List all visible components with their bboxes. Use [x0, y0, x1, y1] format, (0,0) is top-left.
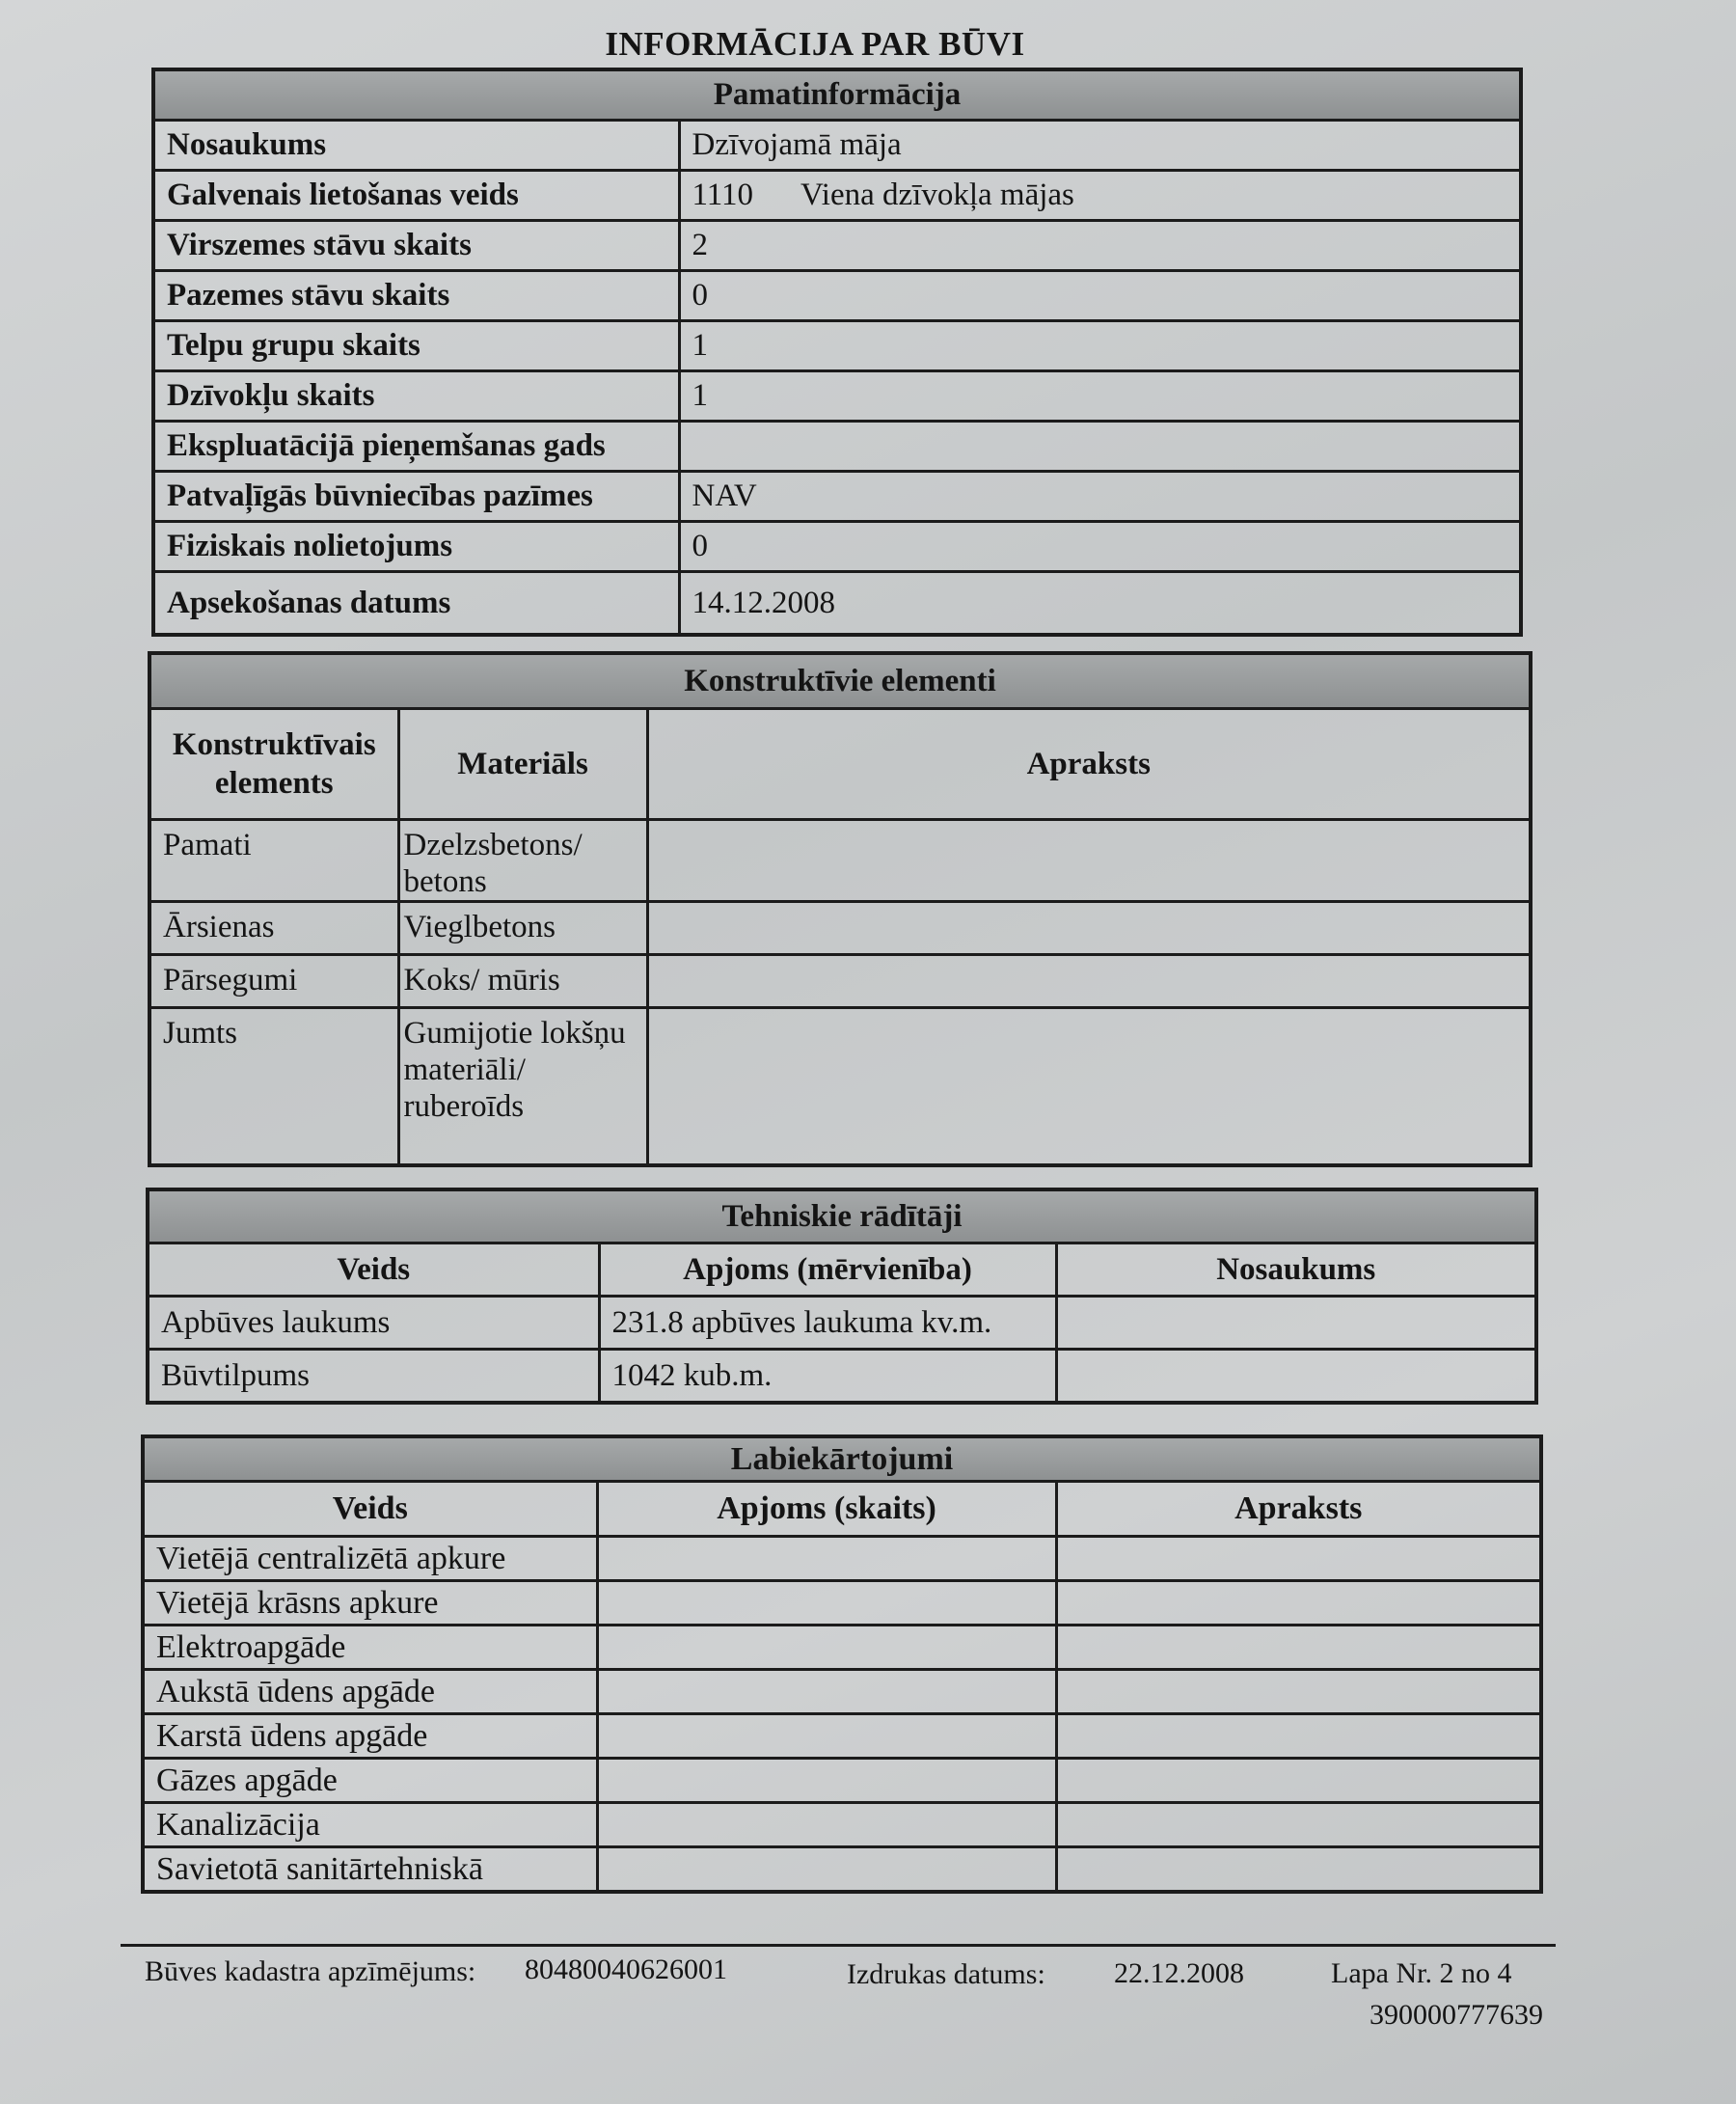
print-date-label: Izdrukas datums: — [847, 1958, 1045, 1990]
column-header: Apjoms (mērvienība) — [599, 1243, 1056, 1297]
table-row: Apsekošanas datums 14.12.2008 — [153, 572, 1521, 636]
table-row: Vietējā krāsns apkure — [143, 1581, 1541, 1626]
table-row: Galvenais lietošanas veids 1110 Viena dzīvokļa mājas — [153, 171, 1521, 221]
table-row: Vietējā centralizētā apkure — [143, 1537, 1541, 1581]
basic-info-header: Pamatinformācija — [153, 69, 1521, 121]
table-row: Apbūves laukums 231.8 apbūves laukuma kv.m. — [148, 1297, 1536, 1350]
column-header: Konstruktīvais elements — [149, 709, 398, 820]
table-row: Elektroapgāde — [143, 1626, 1541, 1670]
amenities-table — [141, 1435, 1543, 1894]
table-row: Kanalizācija — [143, 1803, 1541, 1847]
page-title: INFORMĀCIJA PAR BŪVI — [605, 25, 1025, 63]
column-header: Veids — [143, 1482, 597, 1537]
table-row: Pārsegumi Koks/ mūris — [149, 955, 1531, 1008]
technical-indicators-table — [146, 1188, 1538, 1405]
table-row: Ārsienas Vieglbetons — [149, 902, 1531, 955]
table-row: Būvtilpums 1042 kub.m. — [148, 1350, 1536, 1404]
column-header: Nosaukums — [1056, 1243, 1536, 1297]
table-row: Karstā ūdens apgāde — [143, 1714, 1541, 1759]
table-row: Fiziskais nolietojums 0 — [153, 522, 1521, 572]
technical-header: Tehniskie rādītāji — [148, 1189, 1536, 1243]
basic-info-table — [151, 68, 1523, 637]
table-row: Gāzes apgāde — [143, 1759, 1541, 1803]
document-code: 390000777639 — [1370, 1999, 1543, 2031]
table-row: Patvaļīgās būvniecības pazīmes NAV — [153, 472, 1521, 522]
construction-elements-table — [148, 651, 1533, 1167]
print-date-value: 22.12.2008 — [1114, 1957, 1244, 1989]
amenities-header: Labiekārtojumi — [143, 1436, 1541, 1482]
table-row: Nosaukums Dzīvojamā māja — [153, 121, 1521, 171]
table-row: Ekspluatācijā pieņemšanas gads — [153, 422, 1521, 472]
table-row: Jumts Gumijotie lokšņu materiāli/ ruberoīds — [149, 1008, 1531, 1166]
construction-header: Konstruktīvie elementi — [149, 653, 1531, 709]
column-header: Apraksts — [647, 709, 1531, 820]
column-header: Materiāls — [398, 709, 647, 820]
column-header: Veids — [148, 1243, 599, 1297]
table-row: Virszemes stāvu skaits 2 — [153, 221, 1521, 271]
table-row: Savietotā sanitārtehniskā — [143, 1847, 1541, 1893]
cadastre-label: Būves kadastra apzīmējums: — [145, 1955, 476, 1987]
page-number: Lapa Nr. 2 no 4 — [1331, 1957, 1512, 1989]
table-row: Dzīvokļu skaits 1 — [153, 371, 1521, 422]
table-row: Pamati Dzelzsbetons/ betons — [149, 820, 1531, 902]
table-row: Pazemes stāvu skaits 0 — [153, 271, 1521, 321]
column-header: Apraksts — [1056, 1482, 1541, 1537]
footer-divider — [121, 1944, 1556, 1947]
table-row: Aukstā ūdens apgāde — [143, 1670, 1541, 1714]
column-header: Apjoms (skaits) — [597, 1482, 1056, 1537]
table-row: Telpu grupu skaits 1 — [153, 321, 1521, 371]
cadastre-value: 80480040626001 — [525, 1954, 727, 1985]
